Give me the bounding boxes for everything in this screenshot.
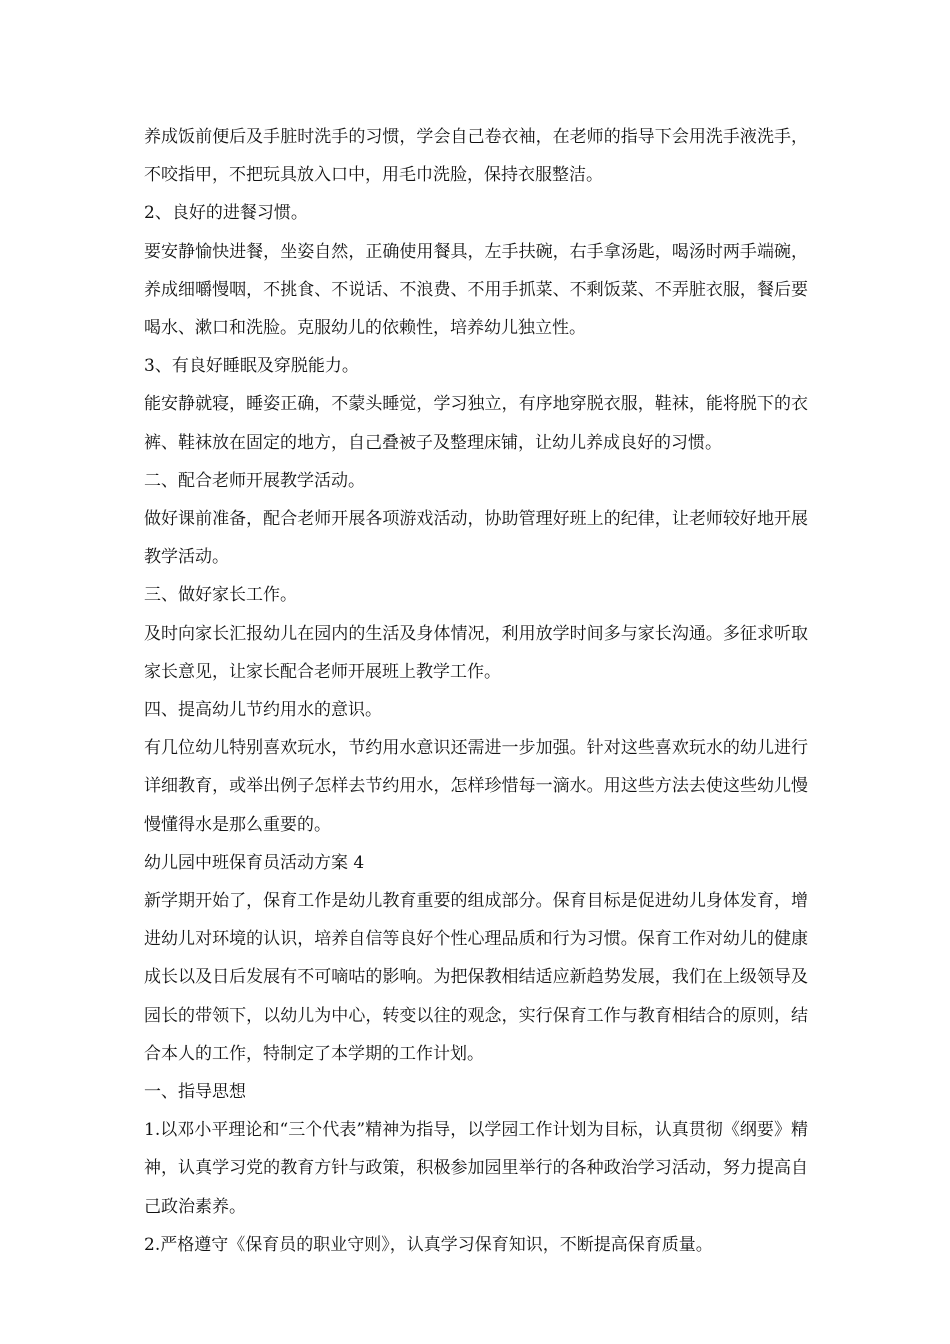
- heading-parent-work: 三、做好家长工作。: [144, 585, 297, 606]
- paragraph-sleep-dressing: 能安静就寝，睡姿正确，不蒙头睡觉，学习独立，有序地穿脱衣服，鞋袜，能将脱下的衣裤、鞋袜放在固定的地方，自己叠被子及整理床铺，让幼儿养成良好的习惯。: [144, 394, 808, 453]
- document-page: [144, 118, 808, 1264]
- paragraph-teaching-support: 做好课前准备，配合老师开展各项游戏活动，协助管理好班上的纪律，让老师较好地开展教学活动。: [144, 509, 808, 568]
- heading-water-saving: 四、提高幼儿节约用水的意识。: [144, 700, 382, 721]
- paragraph-plan-intro: 新学期开始了，保育工作是幼儿教育重要的组成部分。保育目标是促进幼儿身体发育，增进幼儿对环境的认识，培养自信等良好个性心理品质和行为习惯。保育工作对幼儿的健康成长以及日后发展有不可嘀咕的影响。为把保教相结适应新趋势发展，我们在上级领导及园长的带领下，以幼儿为中心，转变以往的观念，实行保育工作与教育相结合的原则，结合本人的工作，特制定了本学期的工作计划。: [144, 891, 808, 1064]
- paragraph-eating-habit: 要安静愉快进餐，坐姿自然，正确使用餐具，左手扶碗，右手拿汤匙，喝汤时两手端碗，养成细嚼慢咽，不挑食、不说话、不浪费、不用手抓菜、不剩饭菜、不弄脏衣服，餐后要喝水、漱口和洗脸。克服幼儿的依赖性，培养幼儿独立性。: [144, 241, 808, 339]
- heading-eating-habit: 2、良好的进餐习惯。: [144, 203, 308, 224]
- heading-teaching-support: 二、配合老师开展教学活动。: [144, 470, 365, 491]
- heading-guiding-ideology: 一、指导思想: [144, 1082, 246, 1103]
- paragraph-guiding-point-1: 1.以邓小平理论和“三个代表”精神为指导，以学园工作计划为目标，认真贯彻《纲要》精神，认真学习党的教育方针与政策，积极参加园里举行的各种政治学习活动，努力提高自己政治素养。: [144, 1120, 808, 1217]
- paragraph-water-saving: 有几位幼儿特别喜欢玩水，节约用水意识还需进一步加强。针对这些喜欢玩水的幼儿进行详细教育，或举出例子怎样去节约用水，怎样珍惜每一滴水。用这些方法去使这些幼儿慢慢懂得水是那么重要的。: [144, 738, 808, 835]
- paragraph-handwashing-habit: 养成饭前便后及手脏时洗手的习惯，学会自己卷衣袖，在老师的指导下会用洗手液洗手，不咬指甲，不把玩具放入口中，用毛巾洗脸，保持衣服整洁。: [144, 127, 808, 186]
- paragraph-guiding-point-2: 2.严格遵守《保育员的职业守则》，认真学习保育知识，不断提高保育质量。: [144, 1234, 713, 1255]
- section-title-plan-4: 幼儿园中班保育员活动方案 4: [144, 852, 365, 873]
- heading-sleep-dressing: 3、有良好睡眠及穿脱能力。: [144, 356, 359, 377]
- paragraph-parent-work: 及时向家长汇报幼儿在园内的生活及身体情况，利用放学时间多与家长沟通。多征求听取家长意见，让家长配合老师开展班上教学工作。: [144, 623, 808, 682]
